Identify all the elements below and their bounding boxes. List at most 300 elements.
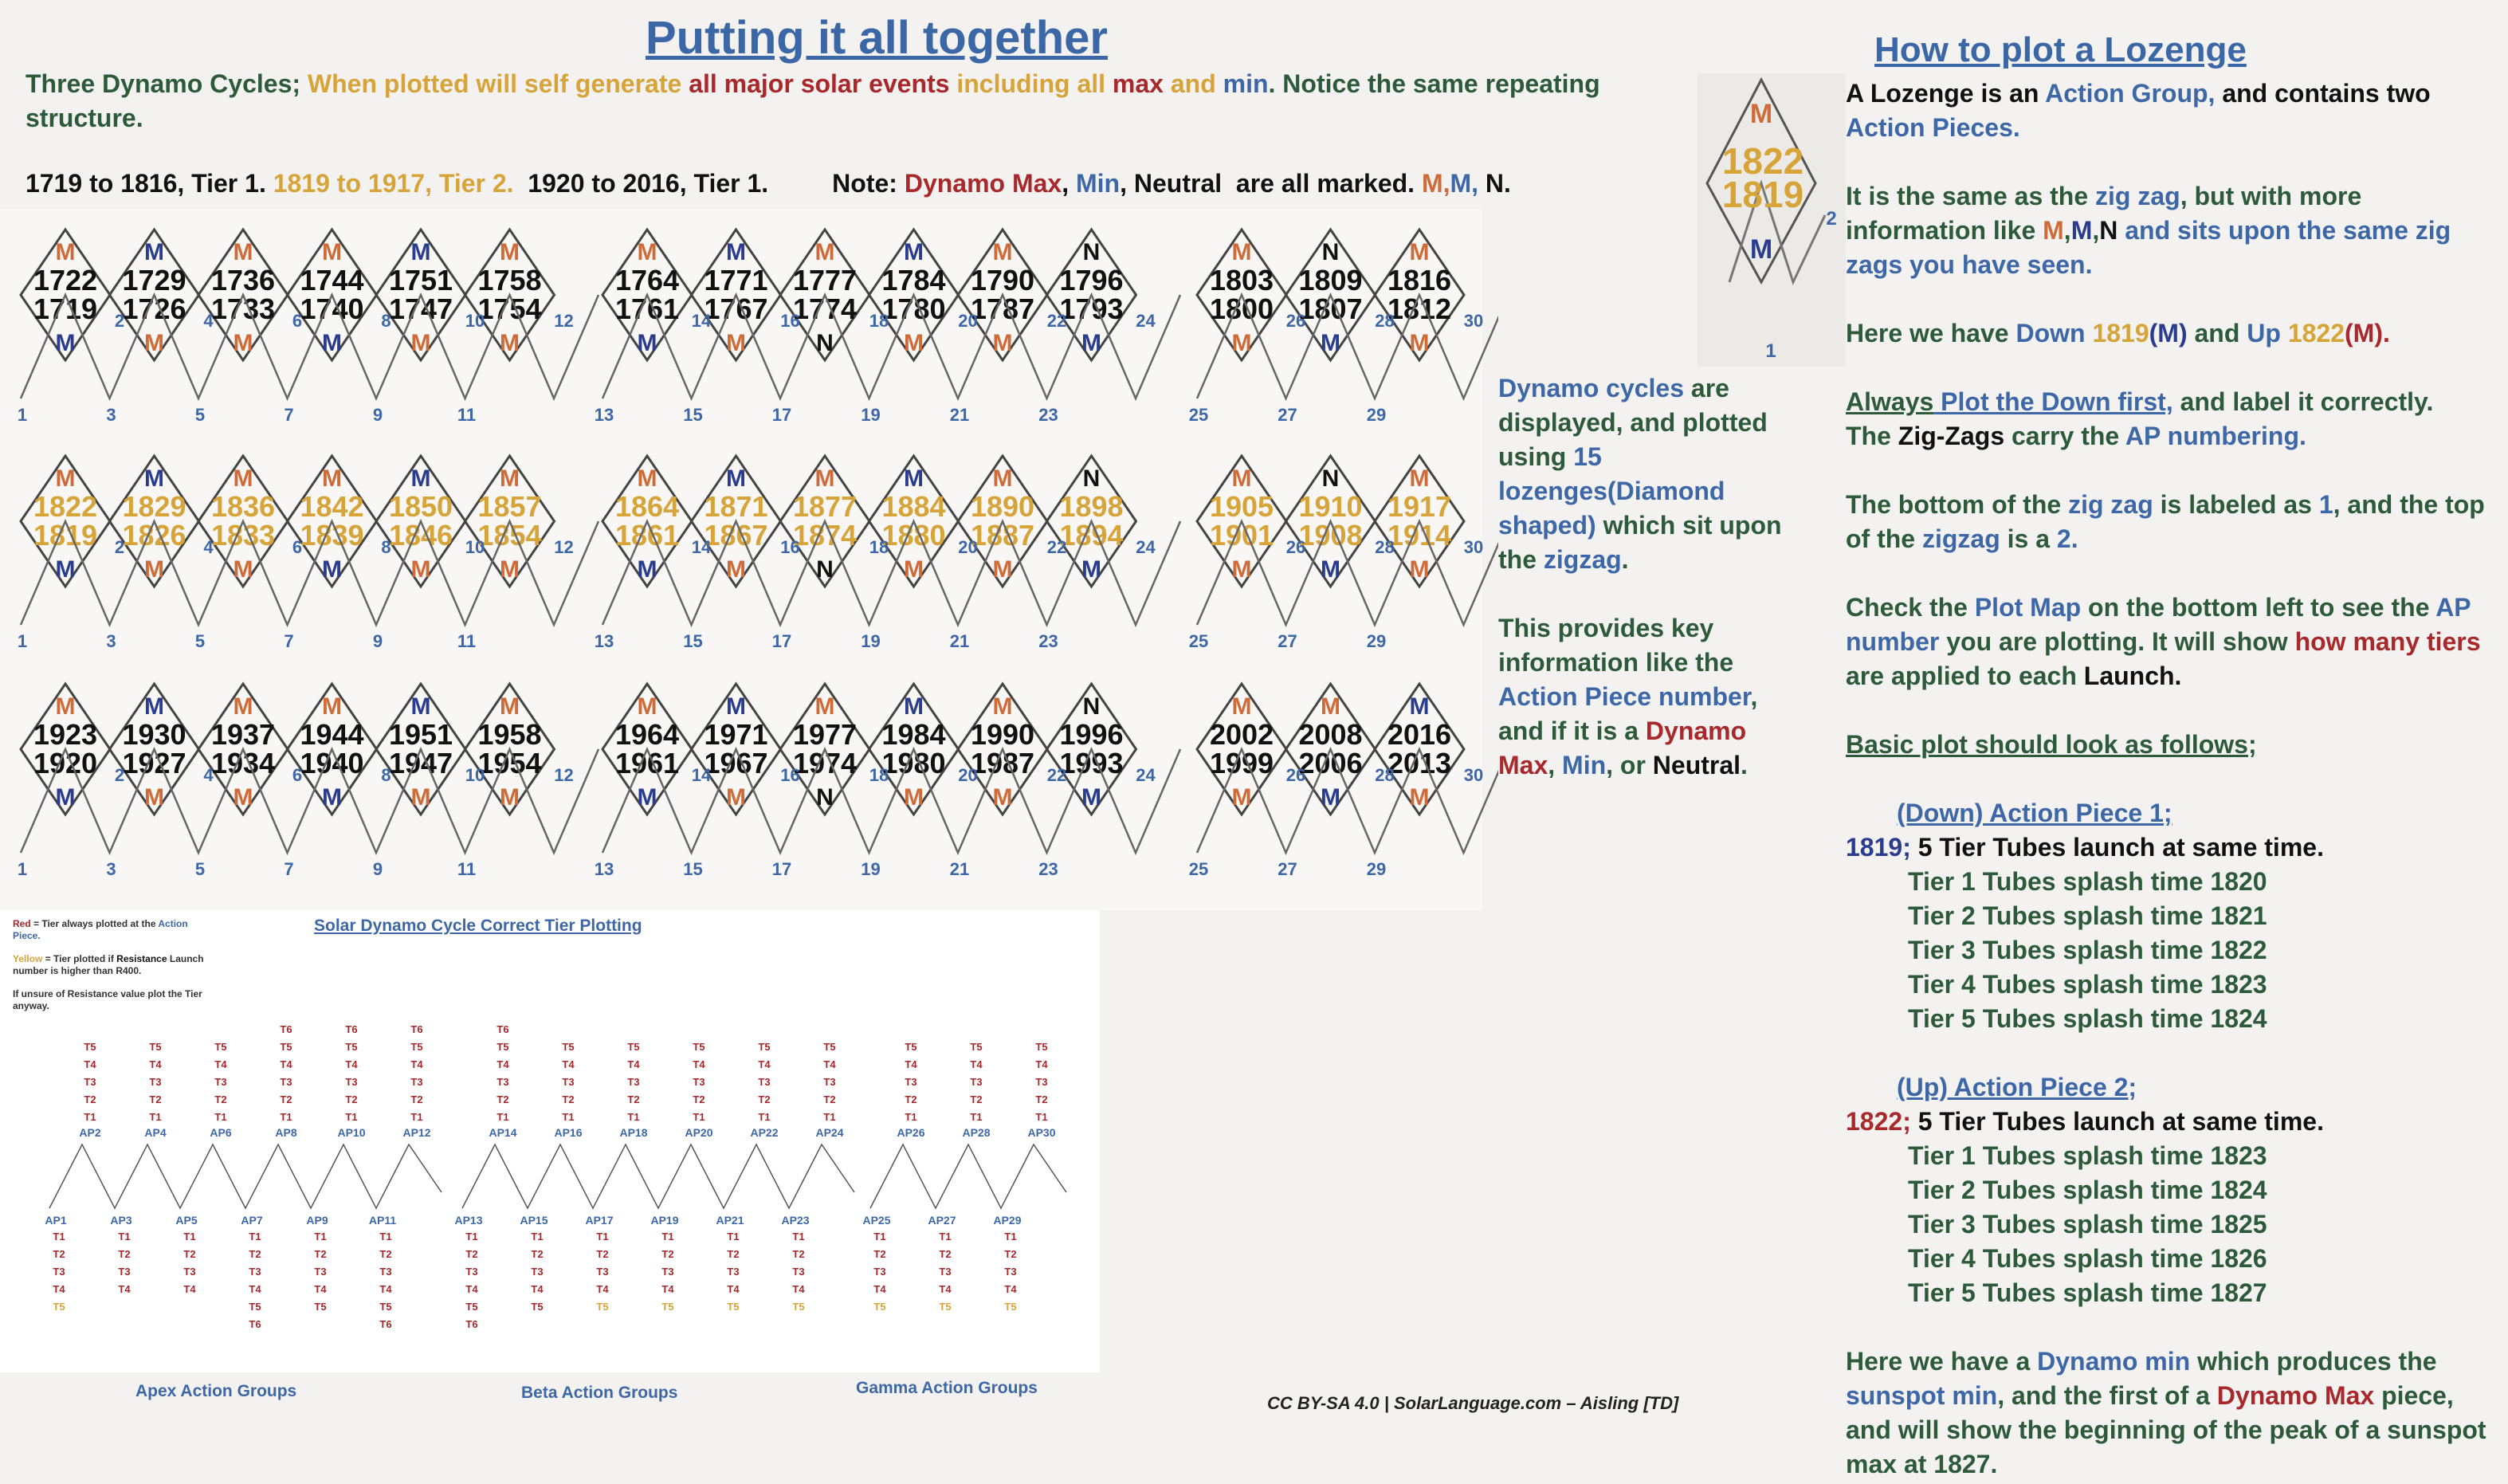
plot-map-tier-top: T6 [410, 1023, 423, 1035]
ap-number-bottom: 3 [106, 631, 116, 651]
text-run: 1822; [1846, 1107, 1911, 1136]
ap-number-top: 12 [554, 311, 574, 331]
lozenge-year-down: 1993 [1059, 747, 1124, 779]
ap2-splash-line: Tier 3 Tubes splash time 1825 [1908, 1210, 2267, 1239]
plot-map-tier-top: T2 [214, 1093, 227, 1105]
plot-map-tier-bottom: T5 [727, 1301, 740, 1313]
plot-map-tier-bottom: T2 [596, 1248, 609, 1260]
ap-number-bottom: 21 [949, 405, 970, 425]
plot-map-ap-bottom: AP15 [520, 1214, 548, 1227]
plot-map-tier-top: T1 [149, 1111, 162, 1123]
howto-para-4 [1846, 385, 2499, 453]
note-yellow [13, 953, 204, 977]
plot-map-tier-bottom: T1 [379, 1231, 392, 1243]
text-run: . [1621, 545, 1629, 574]
plot-map-tier-top: T4 [410, 1058, 423, 1070]
howto-para-8 [1846, 1345, 2499, 1482]
lozenge-year-down: 1901 [1209, 519, 1274, 552]
plot-map-tier-top: T5 [693, 1041, 705, 1053]
lozenge-year-up: 1990 [970, 718, 1035, 751]
ap-number-top: 26 [1285, 311, 1306, 331]
text-run: and label it correctly. [2172, 387, 2434, 416]
lozenge-year-down: 1812 [1387, 292, 1452, 325]
plot-map-ap-bottom: AP17 [585, 1214, 614, 1227]
text-run: . [1741, 751, 1748, 779]
ap-number-bottom: 27 [1278, 405, 1297, 425]
text-run: , and if it is a [1498, 682, 1758, 745]
lozenge-year-down: 1787 [970, 292, 1035, 325]
lozenge-top-marker: M [500, 693, 520, 720]
ap-number-top: 20 [958, 537, 978, 557]
plot-map-tier-top: T5 [905, 1041, 917, 1053]
text-run: is labeled as [2153, 490, 2319, 519]
ap-number-top: 26 [1285, 537, 1306, 557]
text-run: M [2070, 216, 2093, 245]
lozenge-year-down: 2006 [1298, 747, 1363, 779]
lozenge-year-up: 1803 [1209, 264, 1274, 296]
plot-map-tier-top: T2 [84, 1093, 96, 1105]
plot-map-tier-bottom: T1 [939, 1231, 952, 1243]
text-run: , or [1606, 751, 1653, 779]
intro-text [26, 67, 1667, 135]
lozenge-year-up: 1796 [1059, 264, 1124, 296]
lozenge-year-up: 1884 [881, 490, 946, 523]
lozenge-top-marker: M [500, 239, 520, 265]
ap-number-top: 8 [381, 537, 391, 557]
ap-number-bottom: 5 [194, 405, 206, 425]
ap-number-top: 28 [1375, 311, 1395, 331]
lozenge-top-marker: M [726, 693, 746, 720]
lozenge-year-down: 1833 [210, 519, 276, 552]
ap-number-top: 22 [1046, 311, 1067, 331]
plot-map-tier-top: T1 [693, 1111, 705, 1123]
text-run: is an [1973, 79, 2046, 108]
plot-map-tier-bottom: T2 [531, 1248, 544, 1260]
lozenge-year-down: 1819 [33, 519, 98, 552]
plot-map-tier-top: T5 [758, 1041, 771, 1053]
plot-map-tier-bottom: T4 [465, 1283, 478, 1295]
lozenge-bottom-marker: M [233, 556, 253, 583]
intro-part: Three Dynamo Cycles; [26, 69, 308, 98]
lozenge-top-marker: M [55, 239, 76, 265]
plot-map-tier-top: T1 [496, 1111, 509, 1123]
text-run: zigzag [1543, 545, 1622, 574]
ap-number-top: 16 [780, 311, 800, 331]
ap-number-top: 10 [465, 537, 485, 557]
lozenge-bottom-marker: M [1321, 556, 1340, 583]
ap-number-bottom: 1 [17, 405, 28, 425]
ap-number-bottom: 3 [106, 405, 116, 425]
plot-map-tier-bottom: T5 [379, 1301, 392, 1313]
howto-para-3 [1846, 316, 2499, 351]
plot-map-tier-bottom: T1 [596, 1231, 609, 1243]
lozenge-year-down: 1747 [388, 292, 453, 325]
text-run: 2. [2056, 524, 2078, 553]
text-run: M [2043, 216, 2064, 245]
ap-number-top: 12 [554, 537, 574, 557]
ap-number-bottom: 7 [284, 405, 294, 425]
lozenge-top-marker: N [1321, 465, 1340, 492]
lozenge-top-marker: M [814, 693, 835, 720]
lozenge-bottom-marker: M [500, 784, 520, 811]
lozenge-howto-text [1846, 77, 2499, 1482]
lozenge-year-down: 1774 [792, 292, 858, 325]
plot-map-tier-top: T5 [627, 1041, 640, 1053]
text-run: Launch. [2083, 662, 2182, 690]
text-run: Red [13, 918, 31, 929]
ap-number-bottom: 17 [771, 859, 792, 879]
ap-number-top: 28 [1375, 765, 1395, 785]
lozenge-bottom-marker: M [410, 330, 431, 356]
plot-map-tier-bottom: T1 [53, 1231, 65, 1243]
plot-map-tier-top: T3 [823, 1076, 836, 1088]
plot-map-tier-bottom: T4 [531, 1283, 544, 1295]
plot-map-tier-bottom: T3 [183, 1266, 196, 1278]
plot-map-tier-bottom: T4 [661, 1283, 674, 1295]
lozenge-year-up: 1890 [970, 490, 1035, 523]
plot-map-tier-top: T6 [345, 1023, 358, 1035]
lozenge-bottom-marker: M [992, 330, 1013, 356]
lozenge-bottom-marker: M [1231, 330, 1252, 356]
text-run: N [2099, 216, 2118, 245]
lozenge-top-marker: M [55, 465, 76, 492]
lozenge-top-marker: M [992, 693, 1013, 720]
plot-map-ap-top: AP20 [685, 1126, 713, 1139]
plot-map-tier-bottom: T2 [939, 1248, 952, 1260]
lozenge-year-up: 1905 [1209, 490, 1274, 523]
group-label-gamma: Gamma Action Groups [856, 1379, 1038, 1397]
ap-number-bottom: 15 [683, 631, 703, 651]
note-m-red: M, [1421, 169, 1450, 198]
text-run: Dynamo Max [1498, 716, 1747, 779]
lozenge-year-up: 1977 [792, 718, 858, 751]
lozenge-top-marker: M [410, 693, 431, 720]
note-n: N. [1478, 169, 1511, 198]
plot-map-ap-top: AP28 [962, 1126, 991, 1139]
ap-number-top: 14 [691, 765, 712, 785]
plot-map-tier-bottom: T3 [939, 1266, 952, 1278]
ap2-splash-line: Tier 2 Tubes splash time 1824 [1908, 1176, 2267, 1204]
plot-map-tier-bottom: T3 [531, 1266, 544, 1278]
ap-number-top: 8 [381, 311, 391, 331]
lozenge-row [18, 456, 1498, 651]
text-run: 15 lozenges(Diamond shaped) [1498, 442, 1725, 540]
plot-map-tier-bottom: T2 [873, 1248, 886, 1260]
lozenge-year-down: 1754 [477, 292, 542, 325]
plot-map-tier-top: T5 [562, 1041, 575, 1053]
ap-number-bottom: 13 [594, 631, 614, 651]
plot-map-tier-bottom: T2 [314, 1248, 327, 1260]
lozenge-bottom-marker: M [55, 784, 76, 811]
plot-map-tier-bottom: T1 [792, 1231, 805, 1243]
ap-number-top: 30 [1463, 765, 1484, 785]
text-run: Neutral [1652, 751, 1741, 779]
lozenge-top-marker: M [55, 693, 76, 720]
lozenge-year-up: 1944 [300, 718, 364, 751]
lozenge-top-marker: M [322, 239, 342, 265]
lozenge-row [18, 684, 1498, 879]
plot-map-tier-bottom: T2 [53, 1248, 65, 1260]
plot-map-ap-top: AP4 [144, 1126, 167, 1139]
plot-map-tier-bottom: T4 [939, 1283, 952, 1295]
lozenge-bottom-marker: M [1081, 556, 1101, 583]
plot-map-tier-top: T2 [823, 1093, 836, 1105]
plot-map-ap-bottom: AP1 [45, 1214, 67, 1227]
text-run: (M) [2149, 319, 2188, 347]
text-run: Dynamo Max [2216, 1381, 2375, 1410]
plot-map-tier-top: T4 [496, 1058, 509, 1070]
example-year-up: 1822 [1721, 140, 1804, 182]
plot-map-tier-bottom: T2 [792, 1248, 805, 1260]
lozenge-bottom-marker: M [992, 784, 1013, 811]
ap-number-top: 4 [203, 311, 214, 331]
text-run: sunspot min [1846, 1381, 1998, 1410]
lozenge-top-marker: M [1231, 693, 1252, 720]
plot-map-tier-top: T2 [758, 1093, 771, 1105]
text-run: , [2063, 216, 2071, 245]
explanation-para-2 [1498, 611, 1809, 783]
lozenge-bottom-marker: M [55, 556, 76, 583]
lozenge-year-down: 1880 [881, 519, 946, 552]
plot-map-tier-top: T1 [1035, 1111, 1048, 1123]
lozenge-bottom-marker: M [1231, 556, 1252, 583]
text-run: zig zag [2068, 490, 2153, 519]
plot-map-tier-top: T6 [496, 1023, 509, 1035]
plot-map-ap-bottom: AP11 [368, 1214, 397, 1227]
lozenge-year-down: 1961 [614, 747, 680, 779]
lozenge-bottom-marker: N [816, 556, 834, 583]
text-run: and [2187, 319, 2247, 347]
plot-map-tier-bottom: T5 [465, 1301, 478, 1313]
ap-number-bottom: 13 [594, 405, 614, 425]
lozenge-top-marker: M [904, 693, 924, 720]
plot-map-tier-bottom: T4 [792, 1283, 805, 1295]
plot-map-tier-top: T4 [758, 1058, 771, 1070]
plot-map-zigzag [870, 1144, 1066, 1208]
text-run: 5 Tier Tubes launch at same time. [1910, 1107, 2324, 1136]
lozenge-year-up: 1910 [1298, 490, 1363, 523]
lozenge-bottom-marker: M [726, 556, 746, 583]
lozenge-year-down: 1861 [614, 519, 680, 552]
text-run: Min [1562, 751, 1607, 779]
plot-map-tier-top: T4 [1035, 1058, 1048, 1070]
ap-number-bottom: 17 [771, 631, 792, 651]
plot-map-tier-top: T1 [214, 1111, 227, 1123]
lozenge-year-up: 1822 [33, 490, 98, 523]
plot-map-tier-top: T1 [905, 1111, 917, 1123]
page-title: Putting it all together [646, 12, 1108, 64]
ap-number-bottom: 13 [594, 859, 614, 879]
ap-number-top: 20 [958, 765, 978, 785]
plot-map-ap-bottom: AP29 [993, 1214, 1022, 1227]
text-run: This provides key information like the [1498, 614, 1734, 677]
plot-map-tier-bottom: T6 [249, 1318, 261, 1330]
plot-map-tier-bottom: T5 [596, 1301, 609, 1313]
example-lozenge [1698, 73, 1846, 367]
lozenge-top-marker: M [233, 239, 253, 265]
plot-map-tier-top: T5 [970, 1041, 983, 1053]
lozenge-year-up: 1923 [33, 718, 98, 751]
lozenge-year-up: 1809 [1298, 264, 1363, 296]
ap-number-top: 20 [958, 311, 978, 331]
ap-number-bottom: 11 [457, 405, 477, 425]
group-label-apex: Apex Action Groups [135, 1382, 297, 1400]
plot-map-tier-top: T3 [693, 1076, 705, 1088]
plot-map-tier-bottom: T1 [727, 1231, 740, 1243]
plot-map-tier-bottom: T3 [53, 1266, 65, 1278]
text-run: are displayed, and plotted using [1498, 374, 1768, 471]
lozenge-year-up: 1996 [1059, 718, 1124, 751]
plot-map-tier-bottom: T5 [939, 1301, 952, 1313]
plot-map-tier-bottom: T3 [118, 1266, 131, 1278]
text-run: The [1846, 422, 1898, 450]
text-run: Check the [1846, 593, 1975, 622]
years-tier2: 1819 to 1917, Tier 2. [273, 169, 521, 198]
lozenge-year-down: 1987 [970, 747, 1035, 779]
plot-map-tier-top: T3 [149, 1076, 162, 1088]
lozenge-year-up: 1758 [477, 264, 542, 296]
lozenge-bottom-marker: M [904, 330, 924, 356]
ap-number-top: 12 [554, 765, 574, 785]
ap-number-bottom: 21 [949, 859, 970, 879]
lozenge-year-up: 1871 [704, 490, 768, 523]
text-run: carry the [2004, 422, 2125, 450]
lozenge-top-marker: M [144, 465, 164, 492]
plot-map-tier-top: T4 [280, 1058, 292, 1070]
text-run: piece, and will show the beginning of the peak of a sunspot max at 1827. [1846, 1381, 2486, 1478]
plot-map-tier-bottom: T2 [727, 1248, 740, 1260]
lozenge-howto-title: How to plot a Lozenge [1874, 30, 2247, 69]
ap-number-bottom: 23 [1038, 631, 1058, 651]
lozenge-year-down: 1908 [1298, 519, 1363, 552]
text-run: Action Piece number [1498, 682, 1751, 711]
plot-map-tier-top: T1 [84, 1111, 96, 1123]
plot-map-tier-bottom: T2 [183, 1248, 196, 1260]
ap-number-top: 22 [1046, 765, 1067, 785]
note-comma: , [1062, 169, 1076, 198]
ap-number-bottom: 19 [861, 859, 881, 879]
plot-map-ap-top: AP14 [489, 1126, 517, 1139]
note-dmax: Dynamo Max [904, 169, 1062, 198]
text-run: which produces the [2190, 1347, 2437, 1376]
ap-number-top: 30 [1463, 311, 1484, 331]
ap-number-top: 4 [203, 537, 214, 557]
lozenge-year-up: 1771 [704, 264, 768, 296]
text-run: The bottom of the [1846, 490, 2069, 519]
dynamo-explanation [1498, 371, 1809, 783]
plot-map-tier-top: T3 [214, 1076, 227, 1088]
ap-number-bottom: 3 [106, 859, 116, 879]
group-label-beta: Beta Action Groups [521, 1384, 678, 1402]
plot-map-tier-bottom: T4 [1004, 1283, 1017, 1295]
text-run: is a [2000, 524, 2057, 553]
ap-number-bottom: 11 [457, 859, 477, 879]
ap-number-bottom: 23 [1038, 405, 1058, 425]
lozenge-year-up: 1784 [881, 264, 946, 296]
text-run: Up [2247, 319, 2288, 347]
lozenge-year-down: 1719 [33, 292, 98, 325]
ap-number-top: 24 [1136, 537, 1156, 557]
lozenge-top-marker: M [500, 465, 520, 492]
ap-number-top: 6 [292, 537, 303, 557]
plot-map-ap-bottom: AP13 [454, 1214, 483, 1227]
plot-map-tier-bottom: T5 [873, 1301, 886, 1313]
plot-map-ap-bottom: AP25 [862, 1214, 891, 1227]
lozenge-bottom-marker: M [1409, 330, 1430, 356]
lozenge-year-up: 1898 [1059, 490, 1124, 523]
lozenge-top-marker: M [814, 239, 835, 265]
lozenge-top-marker: M [637, 465, 657, 492]
text-run: 1822 [2287, 319, 2345, 347]
lozenge-top-marker: M [322, 465, 342, 492]
lozenge-year-down: 1780 [881, 292, 946, 325]
text-run: , [2092, 216, 2100, 245]
note-red [13, 918, 204, 942]
plot-map-tier-bottom: T3 [379, 1266, 392, 1278]
plot-map-tier-bottom: T3 [314, 1266, 327, 1278]
intro-part: all major solar events [689, 69, 957, 98]
howto-para-7: Basic plot should look as follows; [1846, 730, 2257, 759]
lozenge-year-down: 1793 [1059, 292, 1124, 325]
plot-map-ap-top: AP16 [554, 1126, 583, 1139]
lozenge-year-down: 1914 [1387, 519, 1452, 552]
plot-map-tier-top: T3 [1035, 1076, 1048, 1088]
plot-map-tier-top: T3 [410, 1076, 423, 1088]
lozenge-top-marker: M [814, 465, 835, 492]
plot-map-tier-top: T4 [693, 1058, 705, 1070]
ap-number-bottom: 7 [284, 859, 294, 879]
text-run: are applied to each [1846, 662, 2084, 690]
plot-map-tier-top: T5 [149, 1041, 162, 1053]
lozenge-bottom-marker: M [500, 556, 520, 583]
lozenge-top-marker: M [1231, 465, 1252, 492]
example-top-marker: M [1749, 99, 1773, 129]
lozenge-year-down: 1954 [477, 747, 542, 779]
plot-map-tier-top: T3 [84, 1076, 96, 1088]
lozenge-year-up: 1722 [33, 264, 98, 296]
text-run: = Tier plotted if [42, 953, 117, 964]
example-bottom-marker: M [1749, 234, 1773, 265]
text-run: Dynamo min [2037, 1347, 2191, 1376]
plot-map-tier-bottom: T5 [53, 1301, 65, 1313]
plot-map-tier-bottom: T1 [661, 1231, 674, 1243]
plot-map-tier-top: T3 [905, 1076, 917, 1088]
plot-map-tier-top: T4 [562, 1058, 575, 1070]
lozenge-top-marker: M [726, 465, 746, 492]
years-line [26, 169, 1511, 198]
ap-number-top: 10 [465, 765, 485, 785]
plot-map-tier-top: T5 [84, 1041, 96, 1053]
explanation-para-1 [1498, 371, 1809, 577]
intro-part: . Notice the same repeating structure. [26, 69, 1600, 132]
lozenge-year-up: 2016 [1387, 718, 1452, 751]
ap-number-bottom: 15 [683, 859, 703, 879]
ap-number-bottom: 19 [861, 631, 881, 651]
plot-map-ap-top: AP18 [619, 1126, 648, 1139]
plot-map-tier-top: T2 [905, 1093, 917, 1105]
ap-number-top: 4 [203, 765, 214, 785]
text-run: Action Pieces. [1846, 113, 2020, 142]
howto-para-5 [1846, 488, 2499, 556]
plot-map-tier-bottom: T5 [792, 1301, 805, 1313]
plot-map-tier-top: T5 [345, 1041, 358, 1053]
lozenge-bottom-marker: M [1081, 784, 1101, 811]
note-unsure: If unsure of Resistance value plot the Tier anyway. [13, 988, 202, 1011]
plot-map-tier-bottom: T3 [661, 1266, 674, 1278]
plot-map-tier-bottom: T4 [53, 1283, 65, 1295]
text-run: and sits upon the same zig zags you have seen. [1846, 216, 2451, 279]
text-run: , and the first of a [1997, 1381, 2217, 1410]
